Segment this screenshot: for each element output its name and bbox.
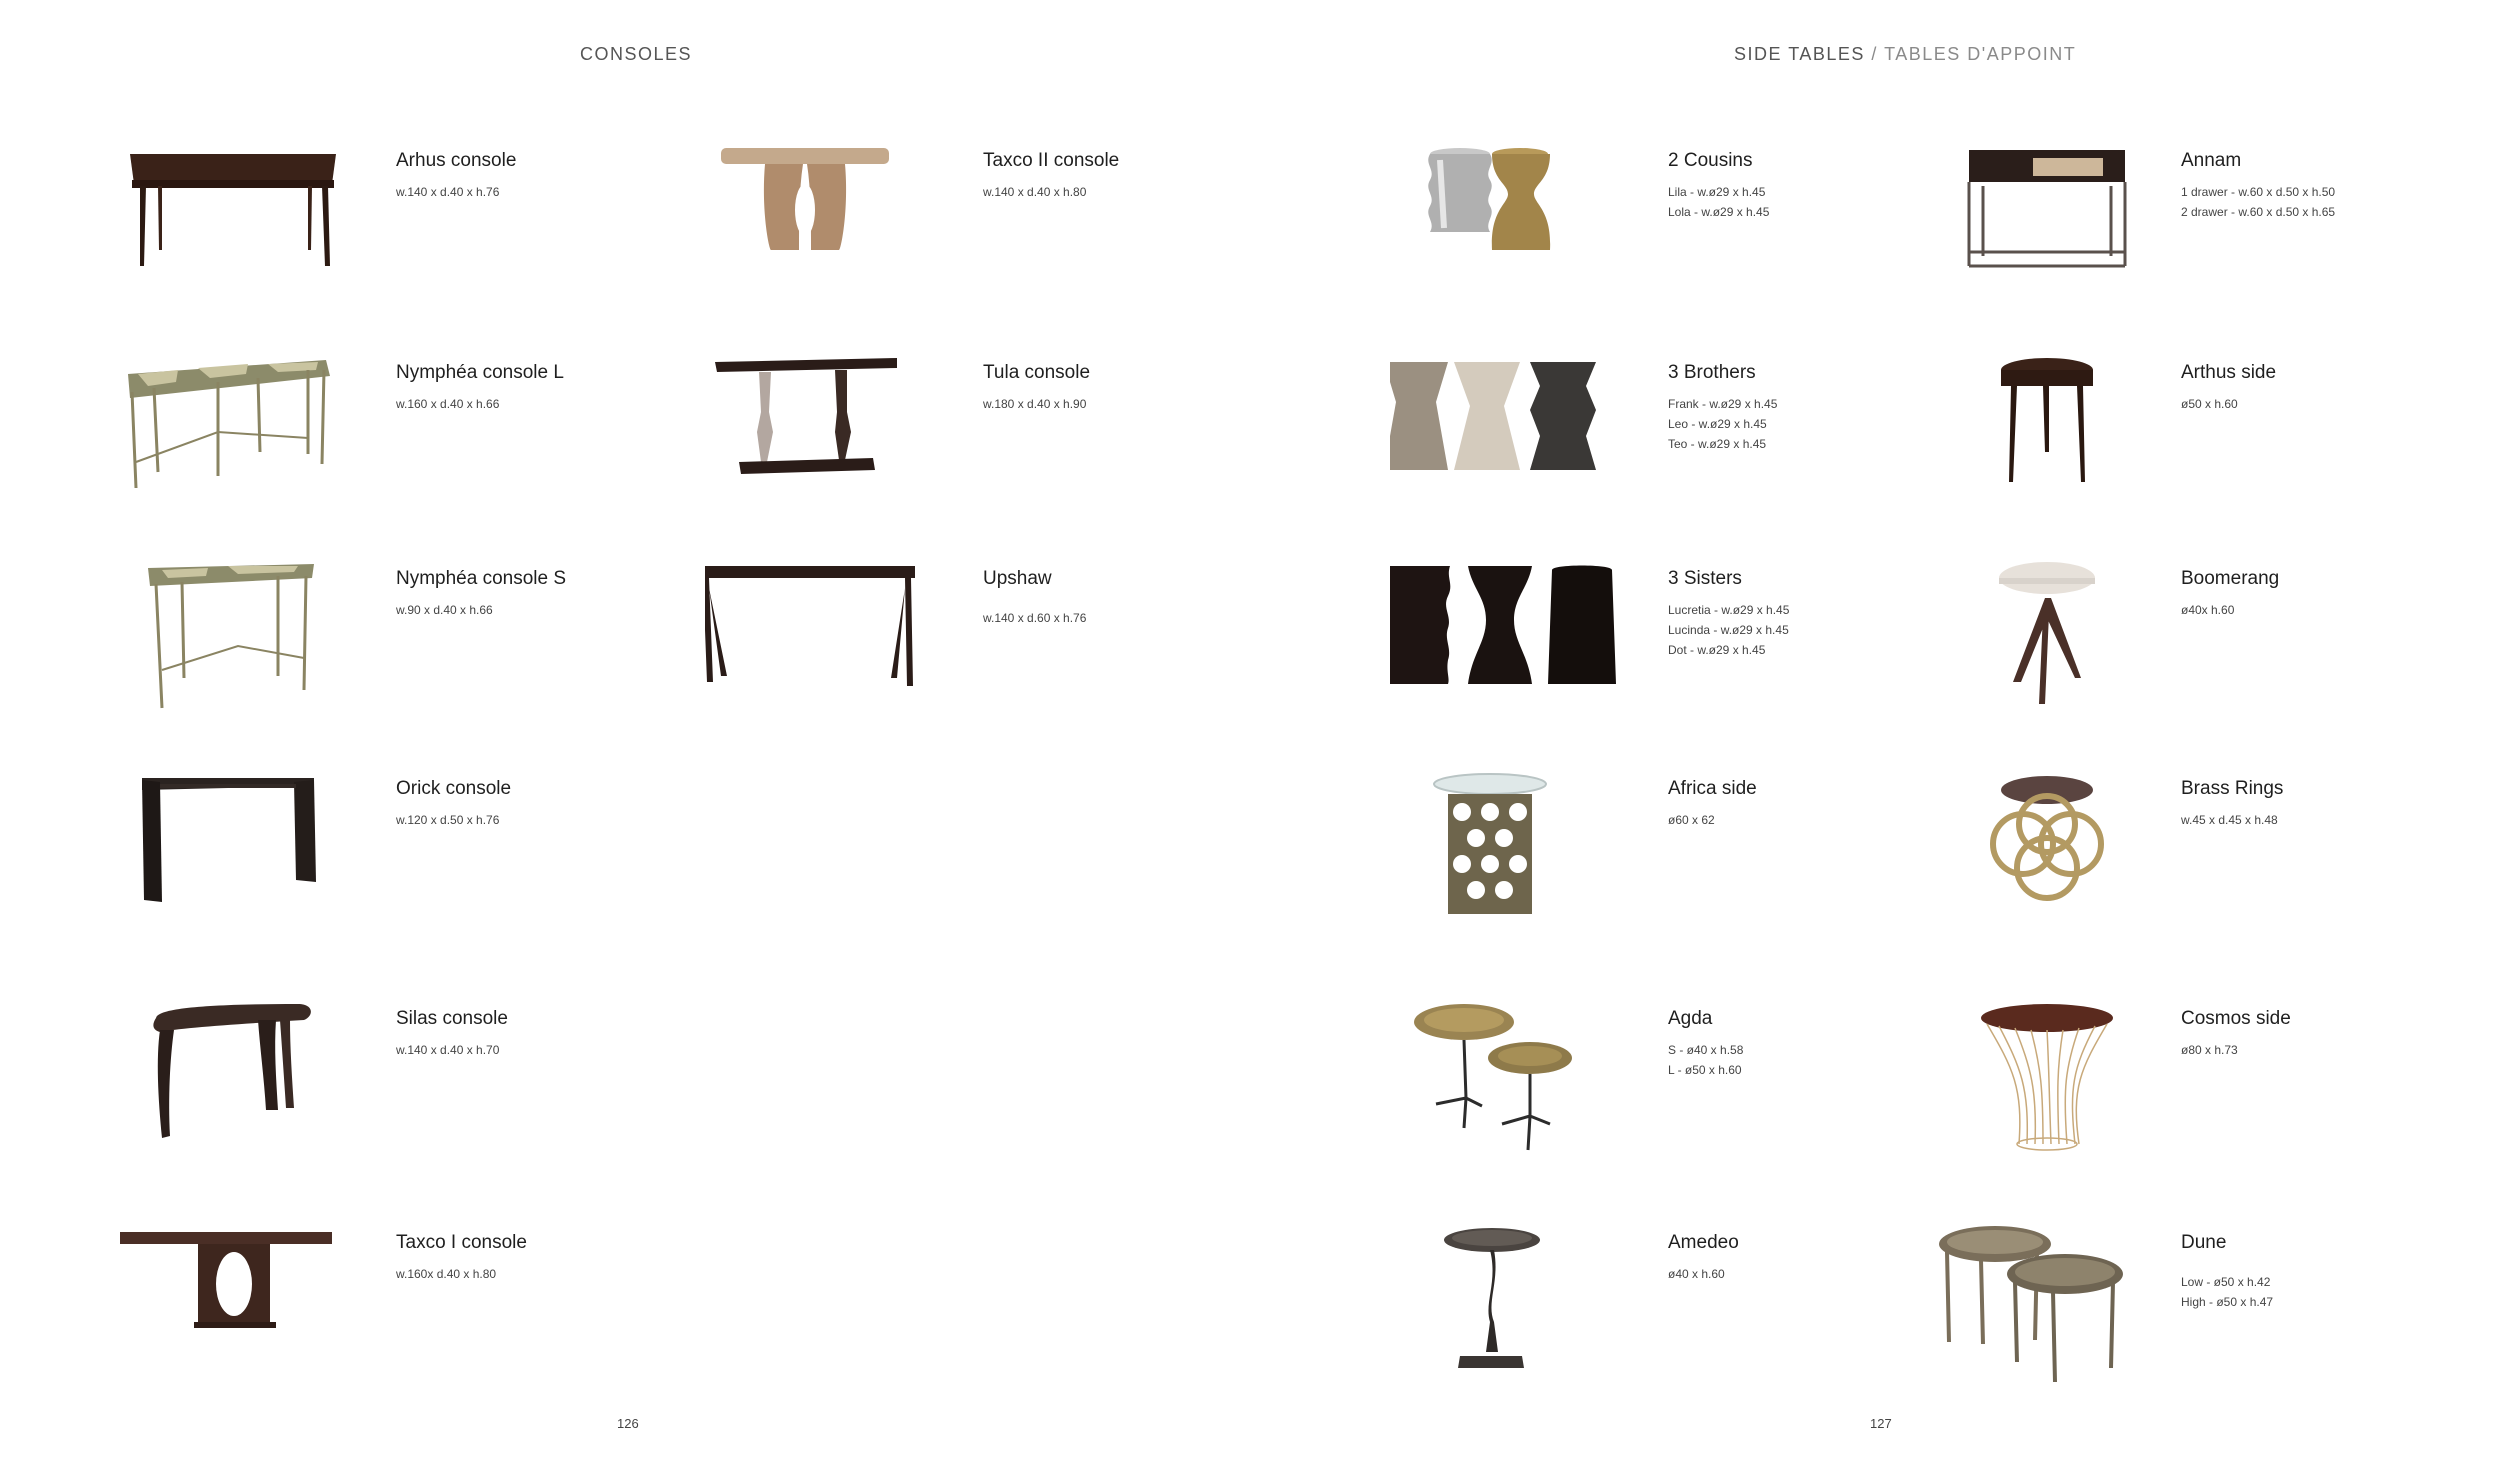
taxco-i-console-image: [118, 1222, 358, 1392]
arhus-console-image: [118, 140, 358, 310]
product-2-cousins[interactable]: [1390, 140, 1870, 320]
3-brothers-image: [1390, 352, 1630, 522]
product-name: Agda: [1668, 1008, 1713, 1029]
product-dimensions: High - ø50 x h.47: [2181, 1295, 2274, 1309]
tula-console-image: [705, 352, 945, 522]
product-agda[interactable]: [1390, 998, 1870, 1178]
2-cousins-image: [1390, 140, 1630, 310]
page-number-left: 126: [617, 1416, 639, 1431]
product-dimensions: w.180 x d.40 x h.90: [983, 397, 1087, 411]
product-name: Arhus console: [396, 150, 517, 171]
product-dimensions: L - ø50 x h.60: [1668, 1063, 1742, 1077]
product-name: Brass Rings: [2181, 778, 2284, 799]
product-dimensions: w.45 x d.45 x h.48: [2181, 813, 2278, 827]
product-amedeo[interactable]: [1390, 1222, 1870, 1402]
product-dimensions: ø50 x h.60: [2181, 397, 2238, 411]
product-dimensions: S - ø40 x h.58: [1668, 1043, 1744, 1057]
product-taxco-ii-console[interactable]: [705, 140, 1185, 320]
orick-console-image: [118, 768, 358, 938]
product-3-sisters[interactable]: [1390, 558, 1870, 738]
product-name: Africa side: [1668, 778, 1757, 799]
product-cosmos-side[interactable]: [1903, 998, 2383, 1178]
product-name: 2 Cousins: [1668, 150, 1753, 171]
product-dimensions: w.120 x d.50 x h.76: [396, 813, 500, 827]
product-brass-rings[interactable]: [1903, 768, 2383, 948]
product-dimensions: ø40 x h.60: [1668, 1267, 1725, 1281]
product-dimensions: ø80 x h.73: [2181, 1043, 2238, 1057]
product-dimensions: Lola - w.ø29 x h.45: [1668, 205, 1770, 219]
product-name: Amedeo: [1668, 1232, 1739, 1253]
product-boomerang[interactable]: [1903, 558, 2383, 738]
product-dimensions: w.160x d.40 x h.80: [396, 1267, 497, 1281]
annam-image: [1903, 140, 2143, 310]
product-name: Dune: [2181, 1232, 2227, 1253]
product-tula-console[interactable]: [705, 352, 1185, 532]
product-dimensions: Teo - w.ø29 x h.45: [1668, 437, 1767, 451]
title-separator: /: [1864, 44, 1885, 64]
amedeo-image: [1390, 1222, 1630, 1392]
product-dimensions: Lila - w.ø29 x h.45: [1668, 185, 1766, 199]
product-dimensions: Frank - w.ø29 x h.45: [1668, 397, 1778, 411]
product-dimensions: w.90 x d.40 x h.66: [396, 603, 493, 617]
brass-rings-image: [1903, 768, 2143, 938]
page-number-right: 127: [1870, 1416, 1892, 1431]
product-dimensions: ø60 x 62: [1668, 813, 1715, 827]
title-subtitle: TABLES D'APPOINT: [1884, 44, 2077, 64]
product-nymphea-console-s[interactable]: [118, 558, 598, 738]
agda-image: [1390, 998, 1630, 1168]
taxco-ii-console-image: [705, 140, 945, 310]
product-arthus-side[interactable]: [1903, 352, 2383, 532]
product-name: Arthus side: [2181, 362, 2277, 383]
side-tables-section-title: [1734, 44, 2076, 65]
product-dimensions: ø40x h.60: [2181, 603, 2235, 617]
consoles-section-title: CONSOLES: [580, 44, 693, 64]
product-orick-console[interactable]: [118, 768, 598, 948]
product-name: Taxco I console: [396, 1232, 527, 1253]
product-dimensions: Low - ø50 x h.42: [2181, 1275, 2271, 1289]
3-sisters-image: [1390, 558, 1630, 728]
product-arhus-console[interactable]: [118, 140, 598, 320]
product-name: Nymphéa console S: [396, 568, 567, 589]
product-name: Upshaw: [983, 568, 1052, 589]
product-name: 3 Sisters: [1668, 568, 1742, 589]
product-name: Silas console: [396, 1008, 508, 1029]
product-name: Cosmos side: [2181, 1008, 2291, 1029]
product-dune[interactable]: [1903, 1222, 2383, 1402]
product-dimensions: 2 drawer - w.60 x d.50 x h.65: [2181, 205, 2336, 219]
product-dimensions: Lucinda - w.ø29 x h.45: [1668, 623, 1789, 637]
product-africa-side[interactable]: [1390, 768, 1870, 948]
product-3-brothers[interactable]: [1390, 352, 1870, 532]
product-dimensions: Dot - w.ø29 x h.45: [1668, 643, 1766, 657]
product-annam[interactable]: [1903, 140, 2383, 320]
product-dimensions: Leo - w.ø29 x h.45: [1668, 417, 1767, 431]
silas-console-image: [118, 998, 358, 1168]
africa-side-image: [1390, 768, 1630, 938]
upshaw-console-image: [705, 558, 945, 728]
title-main: SIDE TABLES: [1734, 44, 1865, 64]
product-name: Tula console: [983, 362, 1091, 383]
product-dimensions: w.140 x d.40 x h.70: [396, 1043, 500, 1057]
product-silas-console[interactable]: [118, 998, 598, 1178]
product-dimensions: 1 drawer - w.60 x d.50 x h.50: [2181, 185, 2336, 199]
product-dimensions: w.140 x d.40 x h.76: [396, 185, 500, 199]
product-upshaw[interactable]: [705, 558, 1185, 738]
product-name: 3 Brothers: [1668, 362, 1756, 383]
product-nymphea-console-l[interactable]: [118, 352, 598, 532]
product-name: Taxco II console: [983, 150, 1120, 171]
product-name: Orick console: [396, 778, 512, 799]
nymphea-console-s-image: [118, 558, 358, 728]
product-dimensions: w.140 x d.60 x h.76: [983, 611, 1087, 625]
product-name: Annam: [2181, 150, 2242, 171]
nymphea-console-l-image: [118, 352, 358, 522]
arthus-side-image: [1903, 352, 2143, 522]
product-name: Nymphéa console L: [396, 362, 564, 383]
product-dimensions: w.160 x d.40 x h.66: [396, 397, 500, 411]
dune-image: [1903, 1222, 2143, 1392]
boomerang-image: [1903, 558, 2143, 728]
cosmos-side-image: [1903, 998, 2143, 1168]
product-dimensions: Lucretia - w.ø29 x h.45: [1668, 603, 1790, 617]
product-taxco-i-console[interactable]: [118, 1222, 598, 1402]
product-dimensions: w.140 x d.40 x h.80: [983, 185, 1087, 199]
product-name: Boomerang: [2181, 568, 2280, 589]
